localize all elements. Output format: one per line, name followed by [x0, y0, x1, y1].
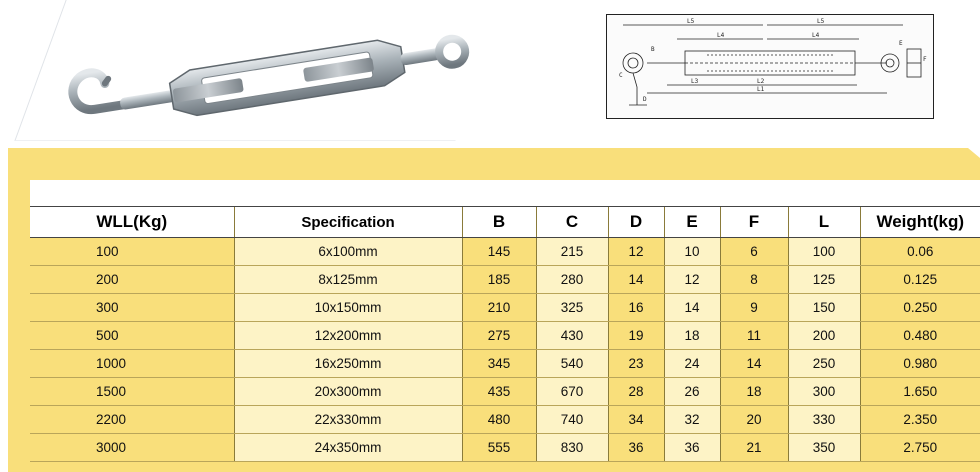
cell-d: 14: [608, 266, 664, 294]
cell-weight: 2.350: [860, 406, 980, 434]
drawing-label-l3: L3: [691, 78, 699, 85]
cell-c: 670: [536, 378, 608, 406]
cell-b: 145: [462, 238, 536, 266]
cell-e: 12: [664, 266, 720, 294]
table-row: [30, 350, 980, 378]
cell-b: 275: [462, 322, 536, 350]
cell-e: 36: [664, 434, 720, 462]
header-l: L: [788, 207, 860, 238]
cell-weight: 0.250: [860, 294, 980, 322]
cell-e: 18: [664, 322, 720, 350]
drawing-label-l2: L2: [757, 78, 765, 85]
turnbuckle-dimension-drawing-icon: [606, 14, 934, 119]
cell-f: 9: [720, 294, 788, 322]
cell-wll: 300: [30, 294, 234, 322]
drawing-label-l5: L5: [687, 18, 695, 25]
cell-f: 20: [720, 406, 788, 434]
cell-wll: 2200: [30, 406, 234, 434]
drawing-label-l4: L4: [717, 32, 725, 39]
cell-specification: 24x350mm: [234, 434, 462, 462]
cell-b: 435: [462, 378, 536, 406]
header-weight: Weight(kg): [860, 207, 980, 238]
header-c: C: [536, 207, 608, 238]
cell-weight: 2.750: [860, 434, 980, 462]
drawing-label-c: C: [619, 72, 623, 79]
table-header-row: [30, 207, 980, 238]
cell-b: 555: [462, 434, 536, 462]
cell-e: 26: [664, 378, 720, 406]
table-row: [30, 378, 980, 406]
cell-wll: 100: [30, 238, 234, 266]
cell-l: 200: [788, 322, 860, 350]
drawing-label-b: B: [651, 46, 655, 53]
drawing-label-e: E: [899, 40, 903, 47]
cell-d: 34: [608, 406, 664, 434]
cell-f: 6: [720, 238, 788, 266]
header-d: D: [608, 207, 664, 238]
header-e: E: [664, 207, 720, 238]
cell-f: 14: [720, 350, 788, 378]
spec-table: [30, 206, 980, 462]
cell-weight: 1.650: [860, 378, 980, 406]
cell-d: 19: [608, 322, 664, 350]
cell-wll: 1000: [30, 350, 234, 378]
drawing-label-l1: L1: [757, 86, 765, 93]
drawing-label-d: D: [643, 96, 647, 103]
cell-f: 11: [720, 322, 788, 350]
cell-l: 330: [788, 406, 860, 434]
cell-l: 100: [788, 238, 860, 266]
table-row: [30, 266, 980, 294]
cell-l: 125: [788, 266, 860, 294]
cell-e: 10: [664, 238, 720, 266]
cell-c: 215: [536, 238, 608, 266]
cell-wll: 3000: [30, 434, 234, 462]
cell-d: 36: [608, 434, 664, 462]
cell-f: 8: [720, 266, 788, 294]
cell-l: 250: [788, 350, 860, 378]
cell-wll: 1500: [30, 378, 234, 406]
cell-specification: 6x100mm: [234, 238, 462, 266]
cell-c: 540: [536, 350, 608, 378]
header-b: B: [462, 207, 536, 238]
cell-weight: 0.125: [860, 266, 980, 294]
table-row: [30, 294, 980, 322]
cell-c: 280: [536, 266, 608, 294]
cell-d: 23: [608, 350, 664, 378]
cell-b: 185: [462, 266, 536, 294]
cell-wll: 500: [30, 322, 234, 350]
cell-weight: 0.980: [860, 350, 980, 378]
cell-specification: 22x330mm: [234, 406, 462, 434]
cell-c: 430: [536, 322, 608, 350]
cell-specification: 10x150mm: [234, 294, 462, 322]
header-f: F: [720, 207, 788, 238]
cell-f: 21: [720, 434, 788, 462]
table-row: [30, 406, 980, 434]
cell-weight: 0.480: [860, 322, 980, 350]
table-row: [30, 322, 980, 350]
drawing-label-l4-right: L4: [812, 32, 820, 39]
cell-e: 24: [664, 350, 720, 378]
drawing-label-l5-right: L5: [817, 18, 825, 25]
cell-specification: 8x125mm: [234, 266, 462, 294]
cell-e: 14: [664, 294, 720, 322]
cell-specification: 20x300mm: [234, 378, 462, 406]
header-strip: [30, 180, 980, 206]
cell-specification: 16x250mm: [234, 350, 462, 378]
cell-weight: 0.06: [860, 238, 980, 266]
header-wll: WLL(Kg): [30, 207, 234, 238]
cell-f: 18: [720, 378, 788, 406]
table-row: [30, 434, 980, 462]
cell-c: 325: [536, 294, 608, 322]
cell-specification: 12x200mm: [234, 322, 462, 350]
cell-d: 16: [608, 294, 664, 322]
cell-wll: 200: [30, 266, 234, 294]
cell-d: 28: [608, 378, 664, 406]
cell-c: 740: [536, 406, 608, 434]
cell-b: 345: [462, 350, 536, 378]
cell-l: 150: [788, 294, 860, 322]
cell-d: 12: [608, 238, 664, 266]
header-specification: Specification: [234, 207, 462, 238]
cell-b: 210: [462, 294, 536, 322]
drawing-label-f: F: [923, 56, 927, 63]
cell-l: 300: [788, 378, 860, 406]
cell-b: 480: [462, 406, 536, 434]
cell-l: 350: [788, 434, 860, 462]
turnbuckle-hook-eye-icon: [62, 8, 472, 142]
cell-e: 32: [664, 406, 720, 434]
table-row: [30, 238, 980, 266]
cell-c: 830: [536, 434, 608, 462]
